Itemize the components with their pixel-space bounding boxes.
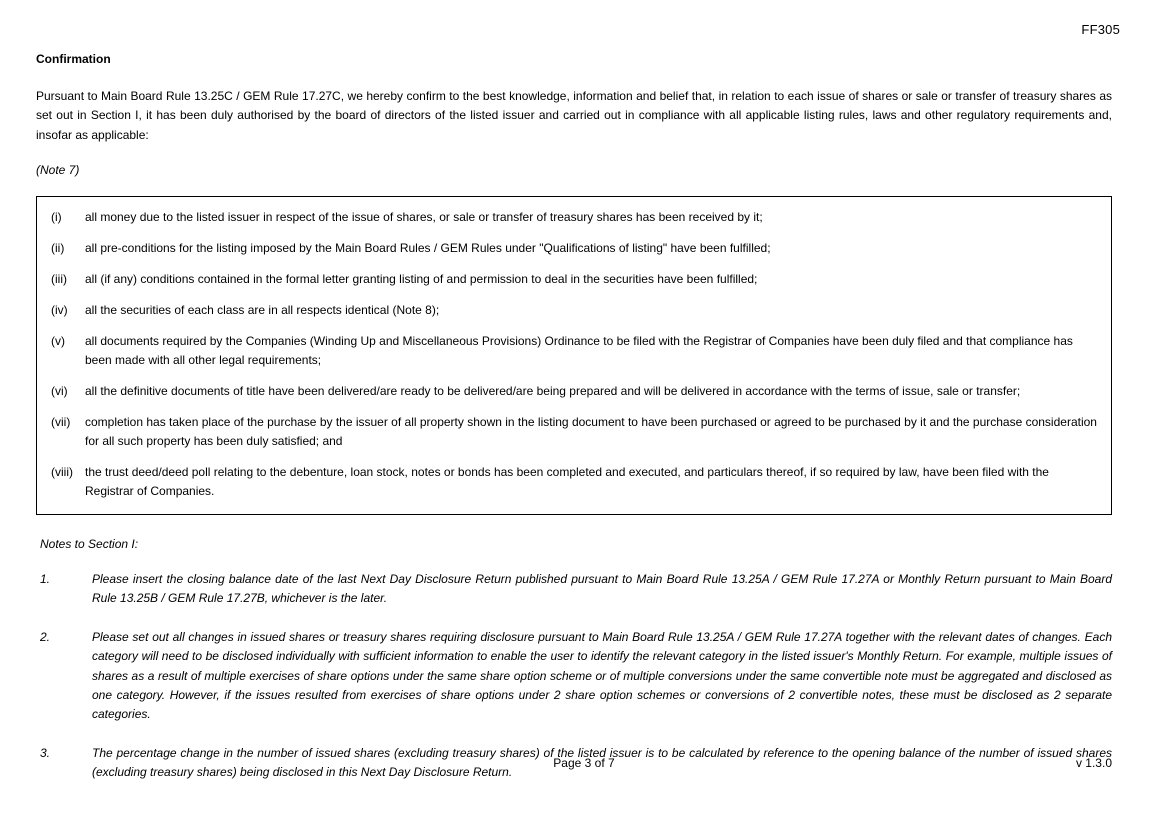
note-reference: (Note 7)	[36, 163, 80, 178]
note-item	[40, 628, 1112, 725]
form-code: FF305	[1081, 22, 1120, 37]
confirmation-item	[51, 239, 1097, 258]
note-number: 1.	[40, 571, 51, 586]
item-marker: (iii)	[51, 272, 67, 287]
item-text: all money due to the listed issuer in respect of the issue of shares, or sale or transfer of treasury shares has been received by it;	[85, 210, 763, 225]
item-text: all documents required by the Companies (Winding Up and Miscellaneous Provisions) Ordinance to be filed with the Registrar of Companies have been duly filed and that compliance has been made with all other legal requirements;	[85, 334, 1073, 368]
item-marker: (vii)	[51, 414, 71, 429]
note-text: The percentage change in the number of issued shares (excluding treasury shares) of the listed issuer is to be calculated by reference to the opening balance of the number of issued shares (excluding treasury shares) being disclosed in this Next Day Disclosure Return.	[92, 745, 1112, 780]
item-marker: (ii)	[51, 241, 65, 256]
item-text: completion has taken place of the purchase by the issuer of all property shown in the listing document to have been purchased or agreed to be purchased by it and the purchase consideration for all such property has been duly satisfied; and	[85, 414, 1097, 448]
confirmation-item	[51, 463, 1097, 501]
note-text: Please set out all changes in issued shares or treasury shares requiring disclosure pursuant to Main Board Rule 13.25A / GEM Rule 17.27A together with the relevant dates of changes. Each category will need to be disclosed individually with sufficient information to enable the user to identify the relevant category in the listed issuer's Monthly Return. For example, multiple issues of shares as a result of multiple exercises of share options under the same share option scheme or of multiple conversions under the same convertible note must be aggregated and disclosed as one category. However, if the issues resulted from exercises of share options under 2 share option schemes or conversions of 2 convertible notes, these must be disclosed as 2 separate categories.	[92, 629, 1112, 722]
page-content	[36, 52, 1112, 783]
note-number: 3.	[40, 745, 51, 760]
note-number: 2.	[40, 629, 51, 644]
confirmation-item	[51, 382, 1097, 401]
item-text: the trust deed/deed poll relating to the debenture, loan stock, notes or bonds has been completed and executed, and particulars thereof, if so required by law, have been filed with the Registrar of Companies.	[85, 464, 1049, 498]
confirmation-item	[51, 270, 1097, 289]
item-marker: (v)	[51, 334, 65, 349]
item-text: all (if any) conditions contained in the formal letter granting listing of and permission to deal in the securities have been fulfilled;	[85, 272, 758, 287]
intro-paragraph: Pursuant to Main Board Rule 13.25C / GEM Rule 17.27C, we hereby confirm to the best knowledge, information and belief that, in relation to each issue of shares or sale or transfer of treasury shares as set out in Section I, it has been duly authorised by the board of directors of the listed issuer and carried out in compliance with all applicable listing rules, laws and other regulatory requirements and, insofar as applicable:	[36, 89, 1112, 142]
item-marker: (viii)	[51, 464, 73, 479]
confirmation-item	[51, 208, 1097, 227]
confirmation-item	[51, 332, 1097, 370]
confirmation-item	[51, 301, 1097, 320]
confirmation-item	[51, 413, 1097, 451]
item-text: all the definitive documents of title have been delivered/are ready to be delivered/are being prepared and will be delivered in accordance with the terms of issue, sale or transfer;	[85, 384, 1021, 399]
note-item	[40, 570, 1112, 609]
item-marker: (vi)	[51, 384, 68, 399]
item-marker: (i)	[51, 210, 62, 225]
page-footer	[36, 756, 1132, 772]
page-number: Page 3 of 7	[553, 756, 615, 770]
notes-title: Notes to Section I:	[40, 536, 139, 551]
item-marker: (iv)	[51, 303, 68, 318]
item-text: all pre-conditions for the listing imposed by the Main Board Rules / GEM Rules under "Qualifications of listing" have been fulfilled;	[85, 241, 771, 256]
section-heading: Confirmation	[36, 52, 111, 66]
item-text: all the securities of each class are in all respects identical (Note 8);	[85, 303, 440, 318]
confirmation-items-box	[36, 196, 1112, 514]
version-label: v 1.3.0	[1075, 756, 1112, 770]
note-text: Please insert the closing balance date of the last Next Day Disclosure Return published pursuant to Main Board Rule 13.25A / GEM Rule 17.27A or Monthly Return pursuant to Main Board Rule 13.25B / GEM Rule 17.27B, whichever is the later.	[92, 571, 1112, 606]
